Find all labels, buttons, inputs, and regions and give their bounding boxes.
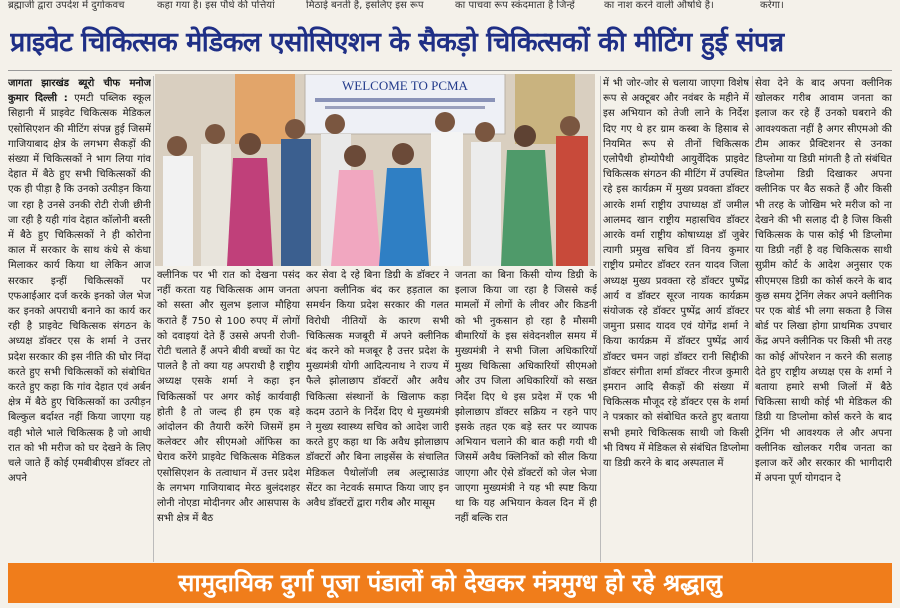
article-text: जनता का बिना किसी योग्य डिग्री के इलाज किया जा रहा है जिससे कई मामलों में लोगों के लीवर और किडनी को भी नुकसान हो रहा है मौसमी बीमारियों के इस संवेदनशील समय में मुख्यमंत्री ने सभी जिला अधिकारियों मुख्य चिकित्सा अधिकारियों सीएमओ और उप जिला अधिकारियों को सख्त निर्देश दिए थे इस प्रदेश में एक भी झोलाछाप डॉक्टर सक्रिय न रहने पाए इसके तहत एक बड़े स्तर पर व्यापक अभियान चलाने की बात कही गयी थी जिसमें अवैध क्लिनिकों को सील किया जाएगा और ऐसे डॉक्टरों को जेल भेजा जाएगा मुख्यमंत्री ने यह भी स्पष्ट किया था कि यह अभियान केवल दिन में ही नहीं बल्कि रात	[455, 270, 597, 525]
top-strip-text: का पाचवा रूप स्कंदमाता है जिन्हें	[455, 0, 575, 11]
byline: जागता झारखंड ब्यूरो चीफ मनोज कुमार दिल्ली :	[8, 78, 151, 105]
article-column-5	[603, 76, 749, 562]
article-text: कर सेवा दे रहे बिना डिग्री के डॉक्टर ने अपना क्लीनिक बंद कर हड़ताल का समर्थन किया प्रदेश सरकार की गलत विरोधी नीतियों के कारण सभी चिकित्सक मजबूरी में अपने क्लीनिक बंद करने को मजबूर है उत्तर प्रदेश के मुख्यमंत्री योगी आदित्यनाथ ने राज्य में फैले झोलाछाप डॉक्टरों और अवैध चिकित्सा संस्थानों के खिलाफ कड़ा कदम उठाने के निर्देश दिए थे मुख्यमंत्री ने मुख्य स्वास्थ्य सचिव को आदेश जारी करते हुए कहा था कि अवैध झोलाछाप डॉक्टरों और बिना लाइसेंस के संचालित मेडिकल पैथोलॉजी लब अल्ट्रासाउंड सेंटर का नेटवर्क समाप्त किया जाए इन अवैध डॉक्टरों द्वारा गरीब और मासूम	[306, 270, 449, 510]
article-text: क्लीनिक पर भी रात को देखना पसंद नहीं करता यह चिकित्सक आम जनता को सस्ता और सुलभ इलाज मौहिया कराते हैं 750 से 100 रुपए में लोगों को दवाइयां देते हैं उससे अपनी रोजी-रोटी चलाते हैं अपने बीवी बच्चों का पेट पालते है तो क्या यह अपराधी है राष्ट्रीय अध्यक्ष एसके शर्मा ने कहा इन चिकित्सकों पर अगर कोई कार्यवाही होती है तो जल्द ही हम एक बड़े आंदोलन की तैयारी करेंगे जिसमें हम कलेक्टर और सीएमओ ऑफिस का घेराव करेंगे प्राइवेट चिकित्सक मेडिकल एसोसिएशन के तत्वाधान में उत्तर प्रदेश के लगभग गाजियाबाद मेरठ बुलंदशहर लोनी नोएडा मोदीनगर और आसपास के सभी क्षेत्र में बैठ	[157, 270, 300, 525]
article-headline: प्राइवेट चिकित्सक मेडिकल एसोसिएशन के सैकड़ो चिकित्सकों की मीटिंग हुई संपन्न	[10, 27, 784, 58]
article-column-4	[455, 268, 597, 562]
column-divider	[752, 76, 753, 562]
column-divider	[600, 76, 601, 562]
top-strip-text: ब्रह्माजी द्वारा उपदेश में दुर्गाकवच	[8, 0, 125, 11]
next-article-headline-banner: सामुदायिक दुर्गा पूजा पंडालों को देखकर मंत्रमुग्ध हो रहे श्रद्धालु	[8, 563, 892, 603]
article-text: में भी जोर-जोर से चलाया जाएगा विशेष रूप से अक्टूबर और नवंबर के महीने में इस अभियान को तेजी लाने के निर्देश दिए गए थे हर ग्राम कस्बा के हिसाब से नियमित रूप से तीनों चिकित्सक एलोपैथी होम्योपैथी आयुर्वेदिक प्राइवेट चिकित्सक संगठन की मीटिंग में उपस्थित रहे इस कार्यक्रम में मुख्य प्रवक्ता डॉक्टर आरके शर्मा राष्ट्रीय उपाध्यक्ष डॉ जमील आलमद खान राष्ट्रीय महासचिव डॉक्टर आरके वर्मा राष्ट्रीय कोषाध्यक्ष डॉ जुबेर त्यागी प्रमुख सचिव डॉ विनय कुमार राष्ट्रीय प्रमोटर डॉक्टर रतन यादव जिला अध्यक्ष मुख्य प्रवक्ता रहे डॉक्टर पुष्पेंद्र आर्य व डॉक्टर सूरज नायक कार्यक्रम संयोजक रहे डॉक्टर पुष्पेंद्र आर्य डॉक्टर जमुना प्रसाद यादव एवं योगेंद्र शर्मा ने किया कार्यक्रम में डॉक्टर पुष्पेंद्र आर्य डॉक्टर चमन जहां डॉक्टर रानी सिद्दीकी डॉक्टर संगीता शर्मा डॉक्टर नीरज कुमारी इमरान आदि सैकड़ों की संख्या में चिकित्सक मौजूद रहे डॉक्टर एस के शर्मा ने पत्रकार को संबोधित करते हुए बताया सभी हमारे चिकित्सक साथी जो किसी भी विषय में मेडिकल से संबंधित डिप्लोमा या डिग्री करने के बाद अस्पताल में	[603, 78, 749, 470]
previous-article-strip	[0, 0, 900, 14]
article-column-3	[306, 268, 449, 562]
article-text: सेवा देने के बाद अपना क्लीनिक खोलकर गरीब आवाम जनता का इलाज कर रहे हैं उनको घबराने की आवश्यकता नहीं है अगर सीएमओ की टीम आकर प्रैक्टिशनर से उनका डिप्लोमा या डिग्री मांगती है तो संबंधित डिप्लोमा डिग्री दिखाकर अपना क्लीनिक पर बैठ सकते हैं और किसी भी तरह के जोखिम भरे मरीज को ना देखने की भी सलाह दी है जिस किसी चिकित्सक के पास कोई भी डिप्लोमा या डिग्री नहीं है वह चिकित्सक साथी सुप्रीम कोर्ट के आदेश अनुसार एक सीएमएस डिग्री का कोर्स करने के बाद कुछ समय ट्रेनिंग लेकर अपने क्लीनिक पर एक बोर्ड भी लगा सकता है जिस बोर्ड पर लिखा होगा प्राथमिक उपचार केंद्र अपने क्लीनिक पर किसी भी तरह का कोई ऑपरेशन न करने की सलाह देते हुए राष्ट्रीय अध्यक्ष एस के शर्मा ने बताया हमारे सभी जिलों में बैठे चिकित्सा साथी कोई भी मेडिकल की डिग्री या डिप्लोमा कोर्स करने के बाद ट्रेनिंग भी आवश्यक ले और अपना क्लीनिक खोलकर गरीब जनता का इलाज करें और सरकार की भागीदारी में अपना पूर्ण योगदान दे	[755, 78, 892, 485]
top-strip-text: का नाश करने वाली औषधि है।	[604, 0, 714, 11]
top-strip-text: करेगा।	[760, 0, 784, 11]
top-strip-text: मिठाई बनती है, इसलिए इस रूप	[306, 0, 424, 11]
article-text: एमटी पब्लिक स्कूल सिहानी में प्राइवेट चिकित्सक मेडिकल एसोसिएशन की मीटिंग संपन्न हुई जिसमें गाजियाबाद क्षेत्र के लगभग सैकड़ों की संख्या में चिकित्सकों ने भाग लिया गांव देहात में बैठे हुए सभी चिकित्सकों की एक ही पीड़ा है कि उनको उत्पीड़न किया जा रहा है उनसे उनकी रोटी रोजी छीनी जा रही है यही गांव देहात कॉलोनी बस्ती में बैठे हुए चिकित्सकों ने ही कोरोना काल में सरकार के साथ कंधे से कंधा मिलाकर कार्य किया था लेकिन आज सरकार इन्हीं चिकित्सकों पर एफआईआर दर्ज करके इनको जेल भेज कर इनको अपराधी बनाने का कार्य कर रही है प्राइवेट चिकित्सक संगठन के अध्यक्ष डॉक्टर एस के शर्मा ने उत्तर प्रदेश सरकार की इस नीति की घोर निंदा करते हुए सभी चिकित्सकों को संबोधित करते हुए कहा कि गांव देहात एवं अर्बन क्षेत्र में बैठे हुए चिकित्सकों का उत्पीड़न बिल्कुल बर्दाश्त नहीं किया जाएगा यह वही भोले भाले चिकित्सक है जो आधी रात को भी मरीज को घर देखने के लिए चले जाते हैं कोई एमबीबीएस डॉक्टर तो अपने	[8, 93, 151, 485]
column-divider	[153, 76, 154, 562]
meeting-photo	[155, 74, 595, 266]
article-column-6	[755, 76, 892, 562]
divider	[8, 70, 892, 71]
article-column-1	[8, 76, 151, 562]
meeting-photo-illustration	[155, 74, 595, 266]
article-column-2	[157, 268, 300, 562]
photo-banner-text: WELCOME TO PCMA	[342, 78, 468, 93]
top-strip-text: कहा गया है। इस पौधे की पत्तियां	[157, 0, 275, 11]
